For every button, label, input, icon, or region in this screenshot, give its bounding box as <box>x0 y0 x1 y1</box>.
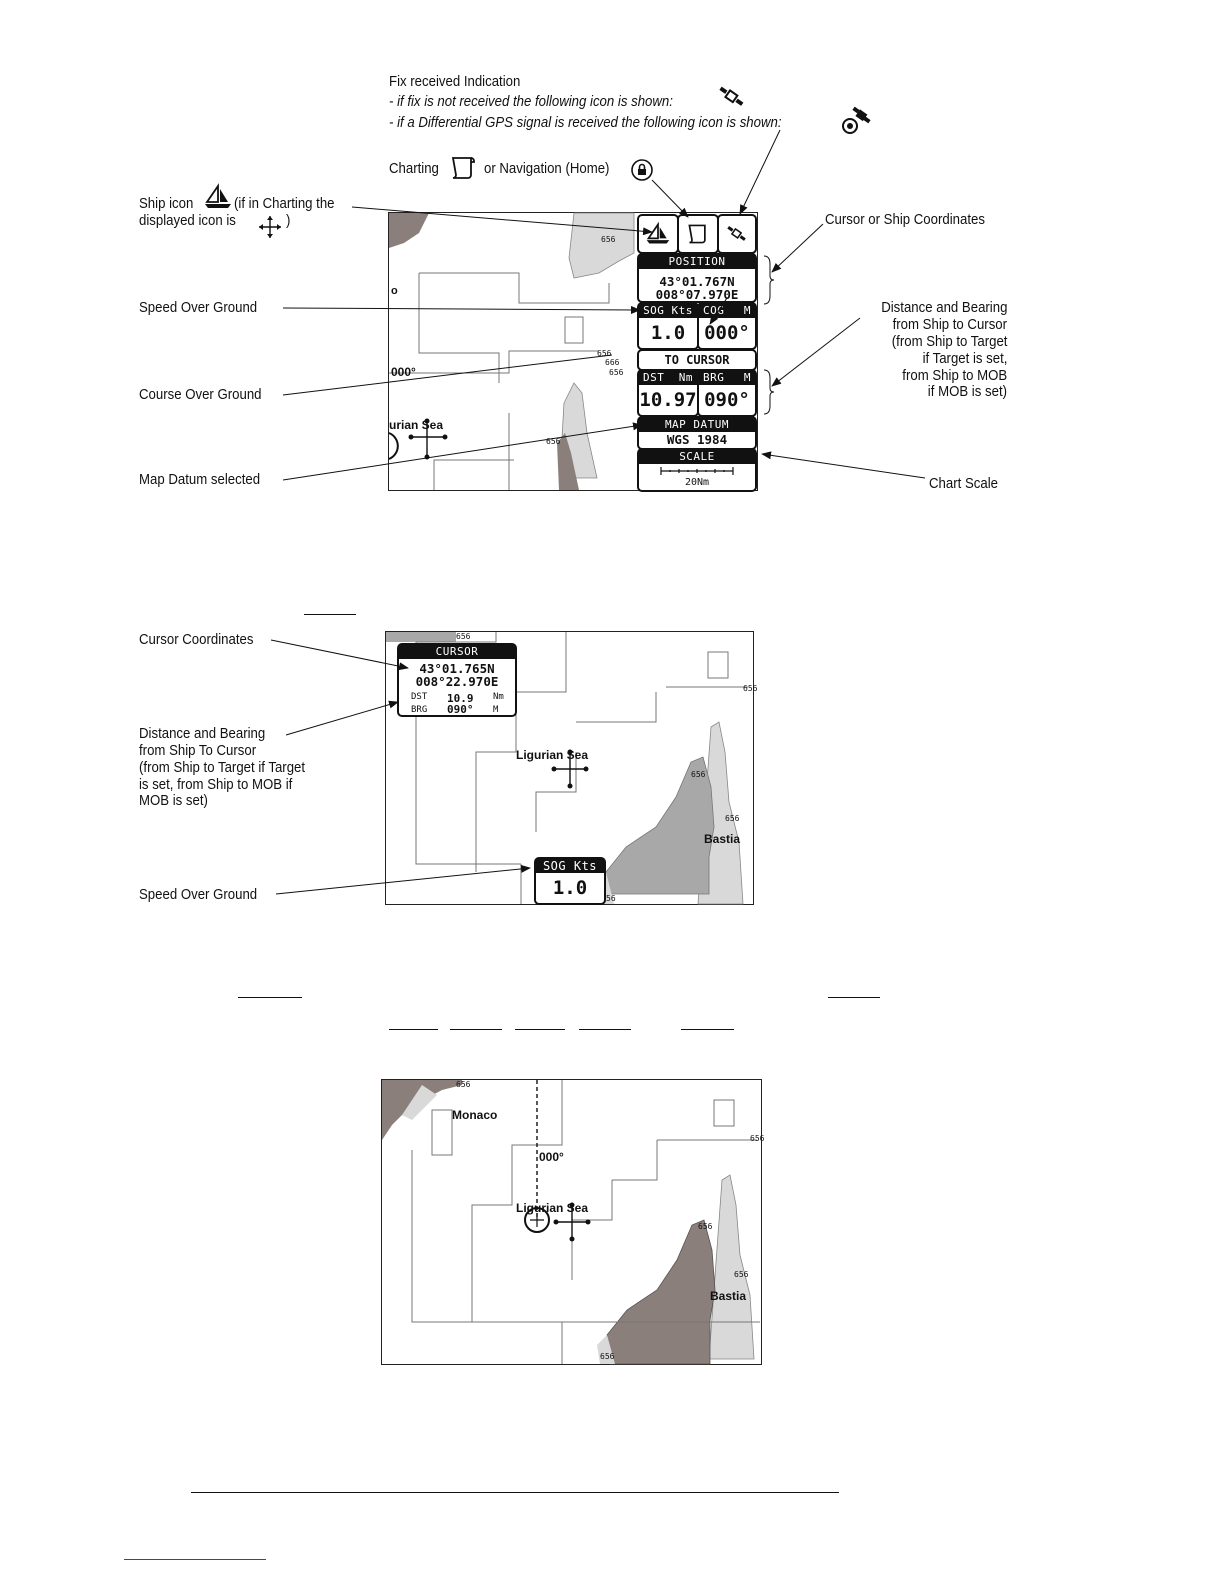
cursor-latitude: 43°01.765N <box>419 661 495 676</box>
depth-sounding: 656 <box>601 235 616 244</box>
leader-lines-1 <box>0 0 1224 520</box>
ship-icon-note: (if in Charting the <box>234 195 335 212</box>
brg-unit: M <box>743 371 751 384</box>
underline-mark <box>579 1029 631 1030</box>
sog-header: SOG Kts <box>639 304 697 318</box>
bastia-name: Bastia <box>710 1289 747 1303</box>
sog-label-2: Speed Over Ground <box>139 886 258 903</box>
dist-bearing-line: from Ship to Cursor <box>892 316 1007 333</box>
monaco-name: Monaco <box>452 1108 498 1122</box>
dist-bearing-line: (from Ship to Target <box>891 333 1007 350</box>
dist-bearing-line: if MOB is set) <box>927 383 1007 400</box>
cursor-longitude: 008°22.970E <box>415 674 499 689</box>
underline-mark <box>389 1029 438 1030</box>
depth-sounding: 656 <box>734 1270 749 1279</box>
bastia-name: Bastia <box>704 832 741 846</box>
fix-not-received-line: - if fix is not received the following icon is shown: <box>389 93 673 110</box>
cog-value: 000° <box>704 322 750 344</box>
cursor-coordinates-label: Cursor Coordinates <box>139 631 254 648</box>
depth-sounding: 656 <box>725 814 740 823</box>
sea-name: urian Sea <box>389 418 444 432</box>
dist-bearing-line: from Ship To Cursor <box>139 742 257 759</box>
dst-value: 10.9 <box>447 692 474 705</box>
longitude-value: 008°07.970E <box>655 287 739 302</box>
cursor-header: CURSOR <box>399 645 515 659</box>
map-datum-label: Map Datum selected <box>139 471 261 488</box>
brg-header: BRG <box>703 371 725 384</box>
dist-bearing-line: Distance and Bearing <box>880 299 1007 316</box>
depth-sounding: 656 <box>546 437 561 446</box>
sea-name: Ligurian Sea <box>516 1201 589 1215</box>
cog-header: COG <box>703 304 725 317</box>
depth-sounding: 56 <box>606 894 616 903</box>
underline-mark <box>828 997 880 998</box>
depth-sounding: 656 <box>597 349 612 358</box>
depth-sounding: 656 <box>691 770 706 779</box>
underline-mark <box>238 997 302 998</box>
leader-lines-2 <box>0 600 1224 920</box>
sog-value: 1.0 <box>650 322 686 344</box>
cog-label: Course Over Ground <box>139 386 262 403</box>
dst-header: DST <box>643 371 665 384</box>
ship-icon-note-3: ) <box>286 212 291 229</box>
depth-sounding: 656 <box>600 1352 615 1361</box>
fix-received-title: Fix received Indication <box>389 73 521 90</box>
cog-unit: M <box>743 304 751 317</box>
dst-value: 10.97 <box>639 389 697 411</box>
dst-label: DST <box>411 692 428 702</box>
dgps-line: - if a Differential GPS signal is received the following icon is shown: <box>389 114 782 131</box>
depth-sounding: 656 <box>456 632 471 641</box>
map-datum-header: MAP DATUM <box>639 418 755 432</box>
ship-icon-note-2: displayed icon is <box>139 212 236 229</box>
chart-scale-label: Chart Scale <box>929 475 998 492</box>
brg-label: BRG <box>411 705 428 715</box>
depth-sounding: 666 <box>605 358 620 367</box>
cursor-or-ship-coordinates-label: Cursor or Ship Coordinates <box>825 211 985 228</box>
scale-value: 20Nm <box>684 477 710 488</box>
depth-sounding: 656 <box>456 1080 471 1089</box>
brg-value: 090° <box>447 703 474 716</box>
charting-label: Charting <box>389 160 439 177</box>
depth-sounding: 656 <box>750 1134 765 1143</box>
depth-sounding: 656 <box>743 684 758 693</box>
to-cursor-text: TO CURSOR <box>664 353 730 367</box>
brg-value: 090° <box>704 389 750 411</box>
underline-mark <box>515 1029 565 1030</box>
footer-rule <box>191 1492 839 1493</box>
brg-unit: M <box>493 705 499 715</box>
sea-name: Ligurian Sea <box>516 748 589 762</box>
dist-bearing-line: Distance and Bearing <box>139 725 266 742</box>
position-header: POSITION <box>639 255 755 269</box>
dist-bearing-line: (from Ship to Target if Target <box>139 759 306 776</box>
sog-box-value: 1.0 <box>552 877 588 899</box>
heading-text: 000° <box>539 1150 564 1164</box>
depth-sounding: 656 <box>609 368 624 377</box>
dist-bearing-line: from Ship to MOB <box>902 367 1007 384</box>
map-char: o <box>391 285 398 297</box>
navigation-home-label: or Navigation (Home) <box>484 160 610 177</box>
sog-label: Speed Over Ground <box>139 299 258 316</box>
sog-box-header: SOG Kts <box>536 859 604 873</box>
footer-link-underline <box>124 1559 266 1560</box>
scale-header: SCALE <box>639 450 755 464</box>
chart-screen-3[interactable] <box>381 1079 765 1365</box>
ship-icon-label: Ship icon <box>139 195 194 212</box>
dist-bearing-line: if Target is set, <box>922 350 1007 367</box>
dst-unit: Nm <box>493 692 504 702</box>
dst-unit: Nm <box>678 371 693 384</box>
map-datum-value: WGS 1984 <box>666 432 728 447</box>
underline-mark <box>681 1029 734 1030</box>
heading-text: 000° <box>391 365 416 379</box>
latitude-value: 43°01.767N <box>659 274 735 289</box>
underline-mark <box>450 1029 502 1030</box>
dist-bearing-line: MOB is set) <box>139 792 208 809</box>
depth-sounding: 656 <box>698 1222 713 1231</box>
dist-bearing-line: is set, from Ship to MOB if <box>139 776 293 793</box>
